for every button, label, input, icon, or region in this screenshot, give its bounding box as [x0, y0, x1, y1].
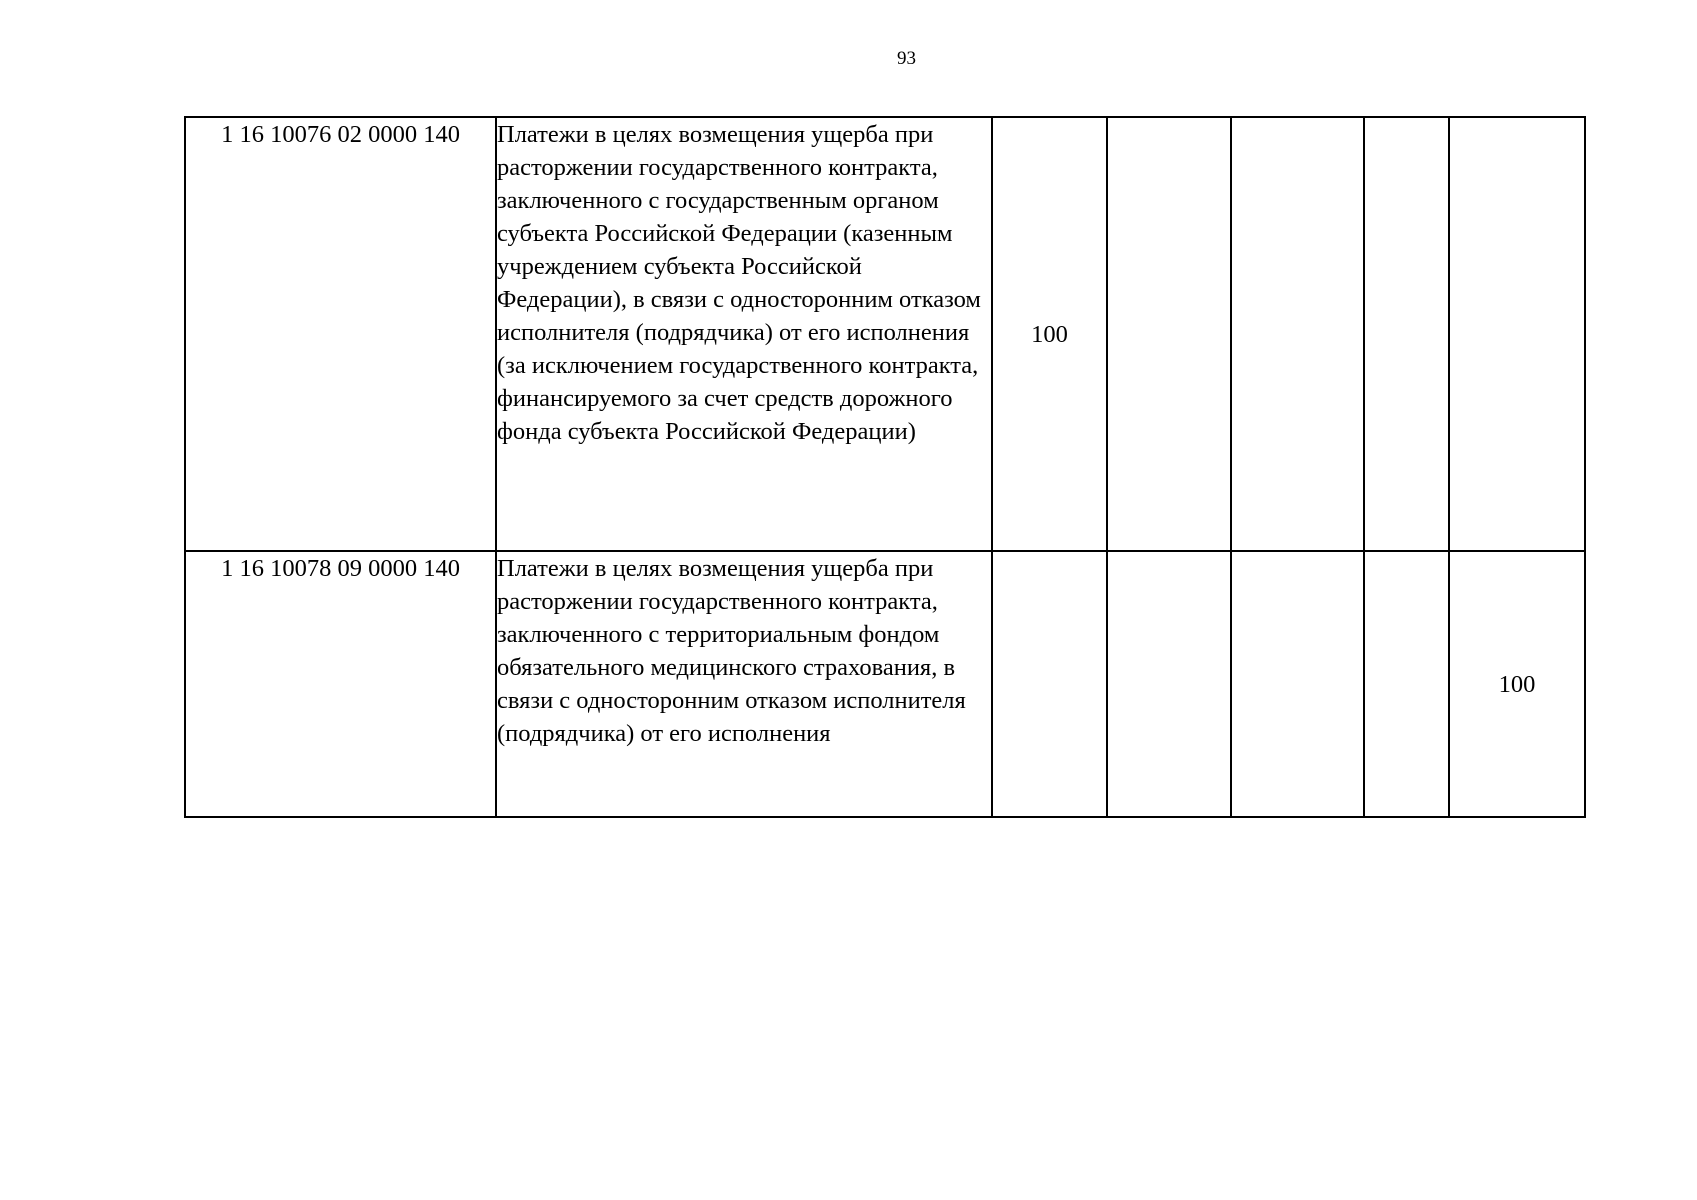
value-cell [1449, 117, 1585, 551]
value-cell [1107, 551, 1231, 817]
table-row [185, 551, 1585, 817]
value-cell: 100 [1449, 551, 1585, 817]
table-row [185, 117, 1585, 551]
revenue-code-cell: 1 16 10076 02 0000 140 [185, 117, 496, 551]
description-cell: Платежи в целях возмещения ущерба при расторжении государственного контракта, заключенного с государственным органом субъекта Российской Федерации (казенным учреждением субъекта Российской Федерации), в связи с односторонним отказом исполнителя (подрядчика) от его исполнения (за исключением государственного контракта, финансируемого за счет средств дорожного фонда субъекта Российской Федерации) [496, 117, 992, 551]
value-cell [1107, 117, 1231, 551]
value-cell [1231, 117, 1364, 551]
description-cell: Платежи в целях возмещения ущерба при расторжении государственного контракта, заключенного с территориальным фондом обязательного медицинского страхования, в связи с односторонним отказом исполнителя (подрядчика) от его исполнения [496, 551, 992, 817]
value-cell [1364, 551, 1449, 817]
page-number: 93 [897, 48, 916, 69]
budget-table [184, 116, 1586, 818]
value-cell [992, 551, 1107, 817]
revenue-code-cell: 1 16 10078 09 0000 140 [185, 551, 496, 817]
value-cell [1364, 117, 1449, 551]
value-cell [1231, 551, 1364, 817]
value-cell: 100 [992, 117, 1107, 551]
